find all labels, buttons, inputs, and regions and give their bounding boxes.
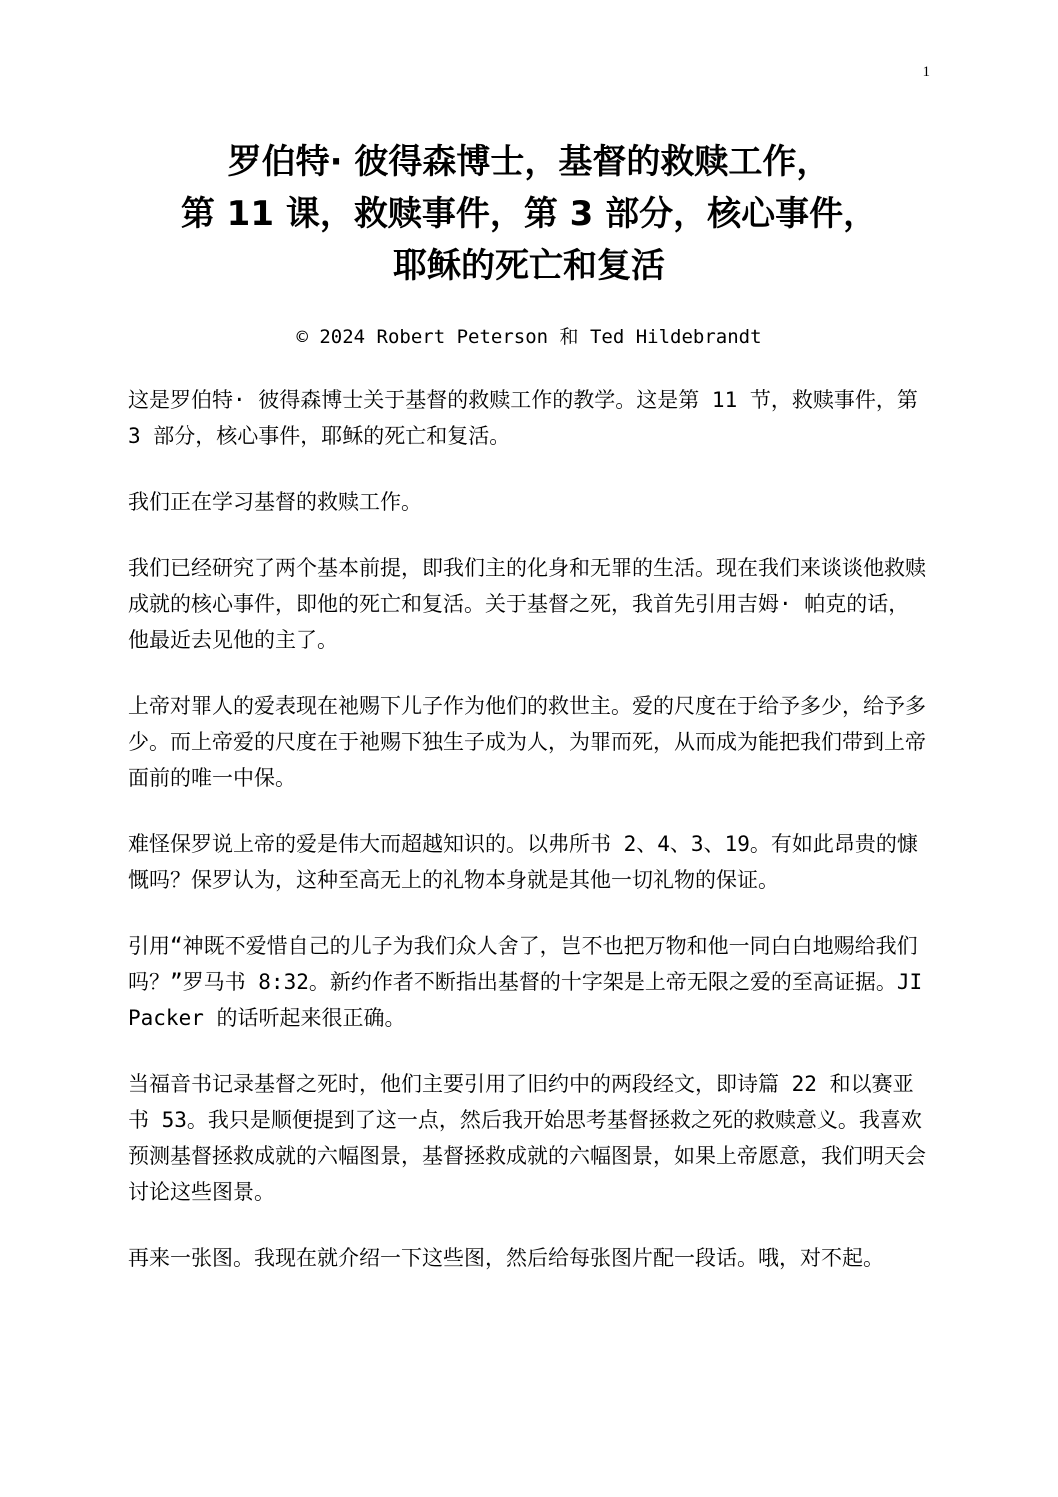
paragraph: 当福音书记录基督之死时，他们主要引用了旧约中的两段经文，即诗篇 22 和以赛亚书 53。我只是顺便提到了这一点，然后我开始思考基督拯救之死的救赎意义。我喜欢预测基督拯救成就的六幅图景，基督拯救成就的六幅图景，如果上帝愿意，我们明天会讨论这些图景。 [128,1072,926,1204]
page-number: 1 [922,64,930,80]
paragraph: 引用“神既不爱惜自己的儿子为我们众人舍了，岂不也把万物和他一同白白地赐给我们吗？”罗马书 8:32。新约作者不断指出基督的十字架是上帝无限之爱的至高证据。JI Packer 的话听起来很正确。 [128,934,923,1030]
paragraph: 这是罗伯特· 彼得森博士关于基督的救赎工作的教学。这是第 11 节，救赎事件，第 3 部分，核心事件，耶稣的死亡和复活。 [128,388,918,448]
paragraph: 上帝对罪人的爱表现在祂赐下儿子作为他们的救世主。爱的尺度在于给予多少，给予多少。而上帝爱的尺度在于祂赐下独生子成为人，为罪而死，从而成为能把我们带到上帝面前的唯一中保。 [128,694,926,790]
paragraph: 我们已经研究了两个基本前提，即我们主的化身和无罪的生活。现在我们来谈谈他救赎成就的核心事件，即他的死亡和复活。关于基督之死，我首先引用吉姆· 帕克的话，他最近去见他的主了。 [128,556,926,652]
document-body [128,382,928,1306]
paragraph: 难怪保罗说上帝的爱是伟大而超越知识的。以弗所书 2、4、3、19。有如此昂贵的慷慨吗？保罗认为，这种至高无上的礼物本身就是其他一切礼物的保证。 [128,832,918,892]
copyright-line: © 2024 Robert Peterson 和 Ted Hildebrandt [296,326,762,348]
paragraph: 再来一张图。我现在就介绍一下这些图，然后给每张图片配一段话。哦，对不起。 [128,1246,884,1270]
document-title [100,136,958,292]
title-line: 罗伯特· 彼得森博士，基督的救赎工作， [227,142,831,182]
title-line: 耶稣的死亡和复活 [393,246,665,286]
paragraph: 我们正在学习基督的救赎工作。 [128,490,422,514]
title-line: 第 11 课，救赎事件，第 3 部分，核心事件， [180,194,878,234]
